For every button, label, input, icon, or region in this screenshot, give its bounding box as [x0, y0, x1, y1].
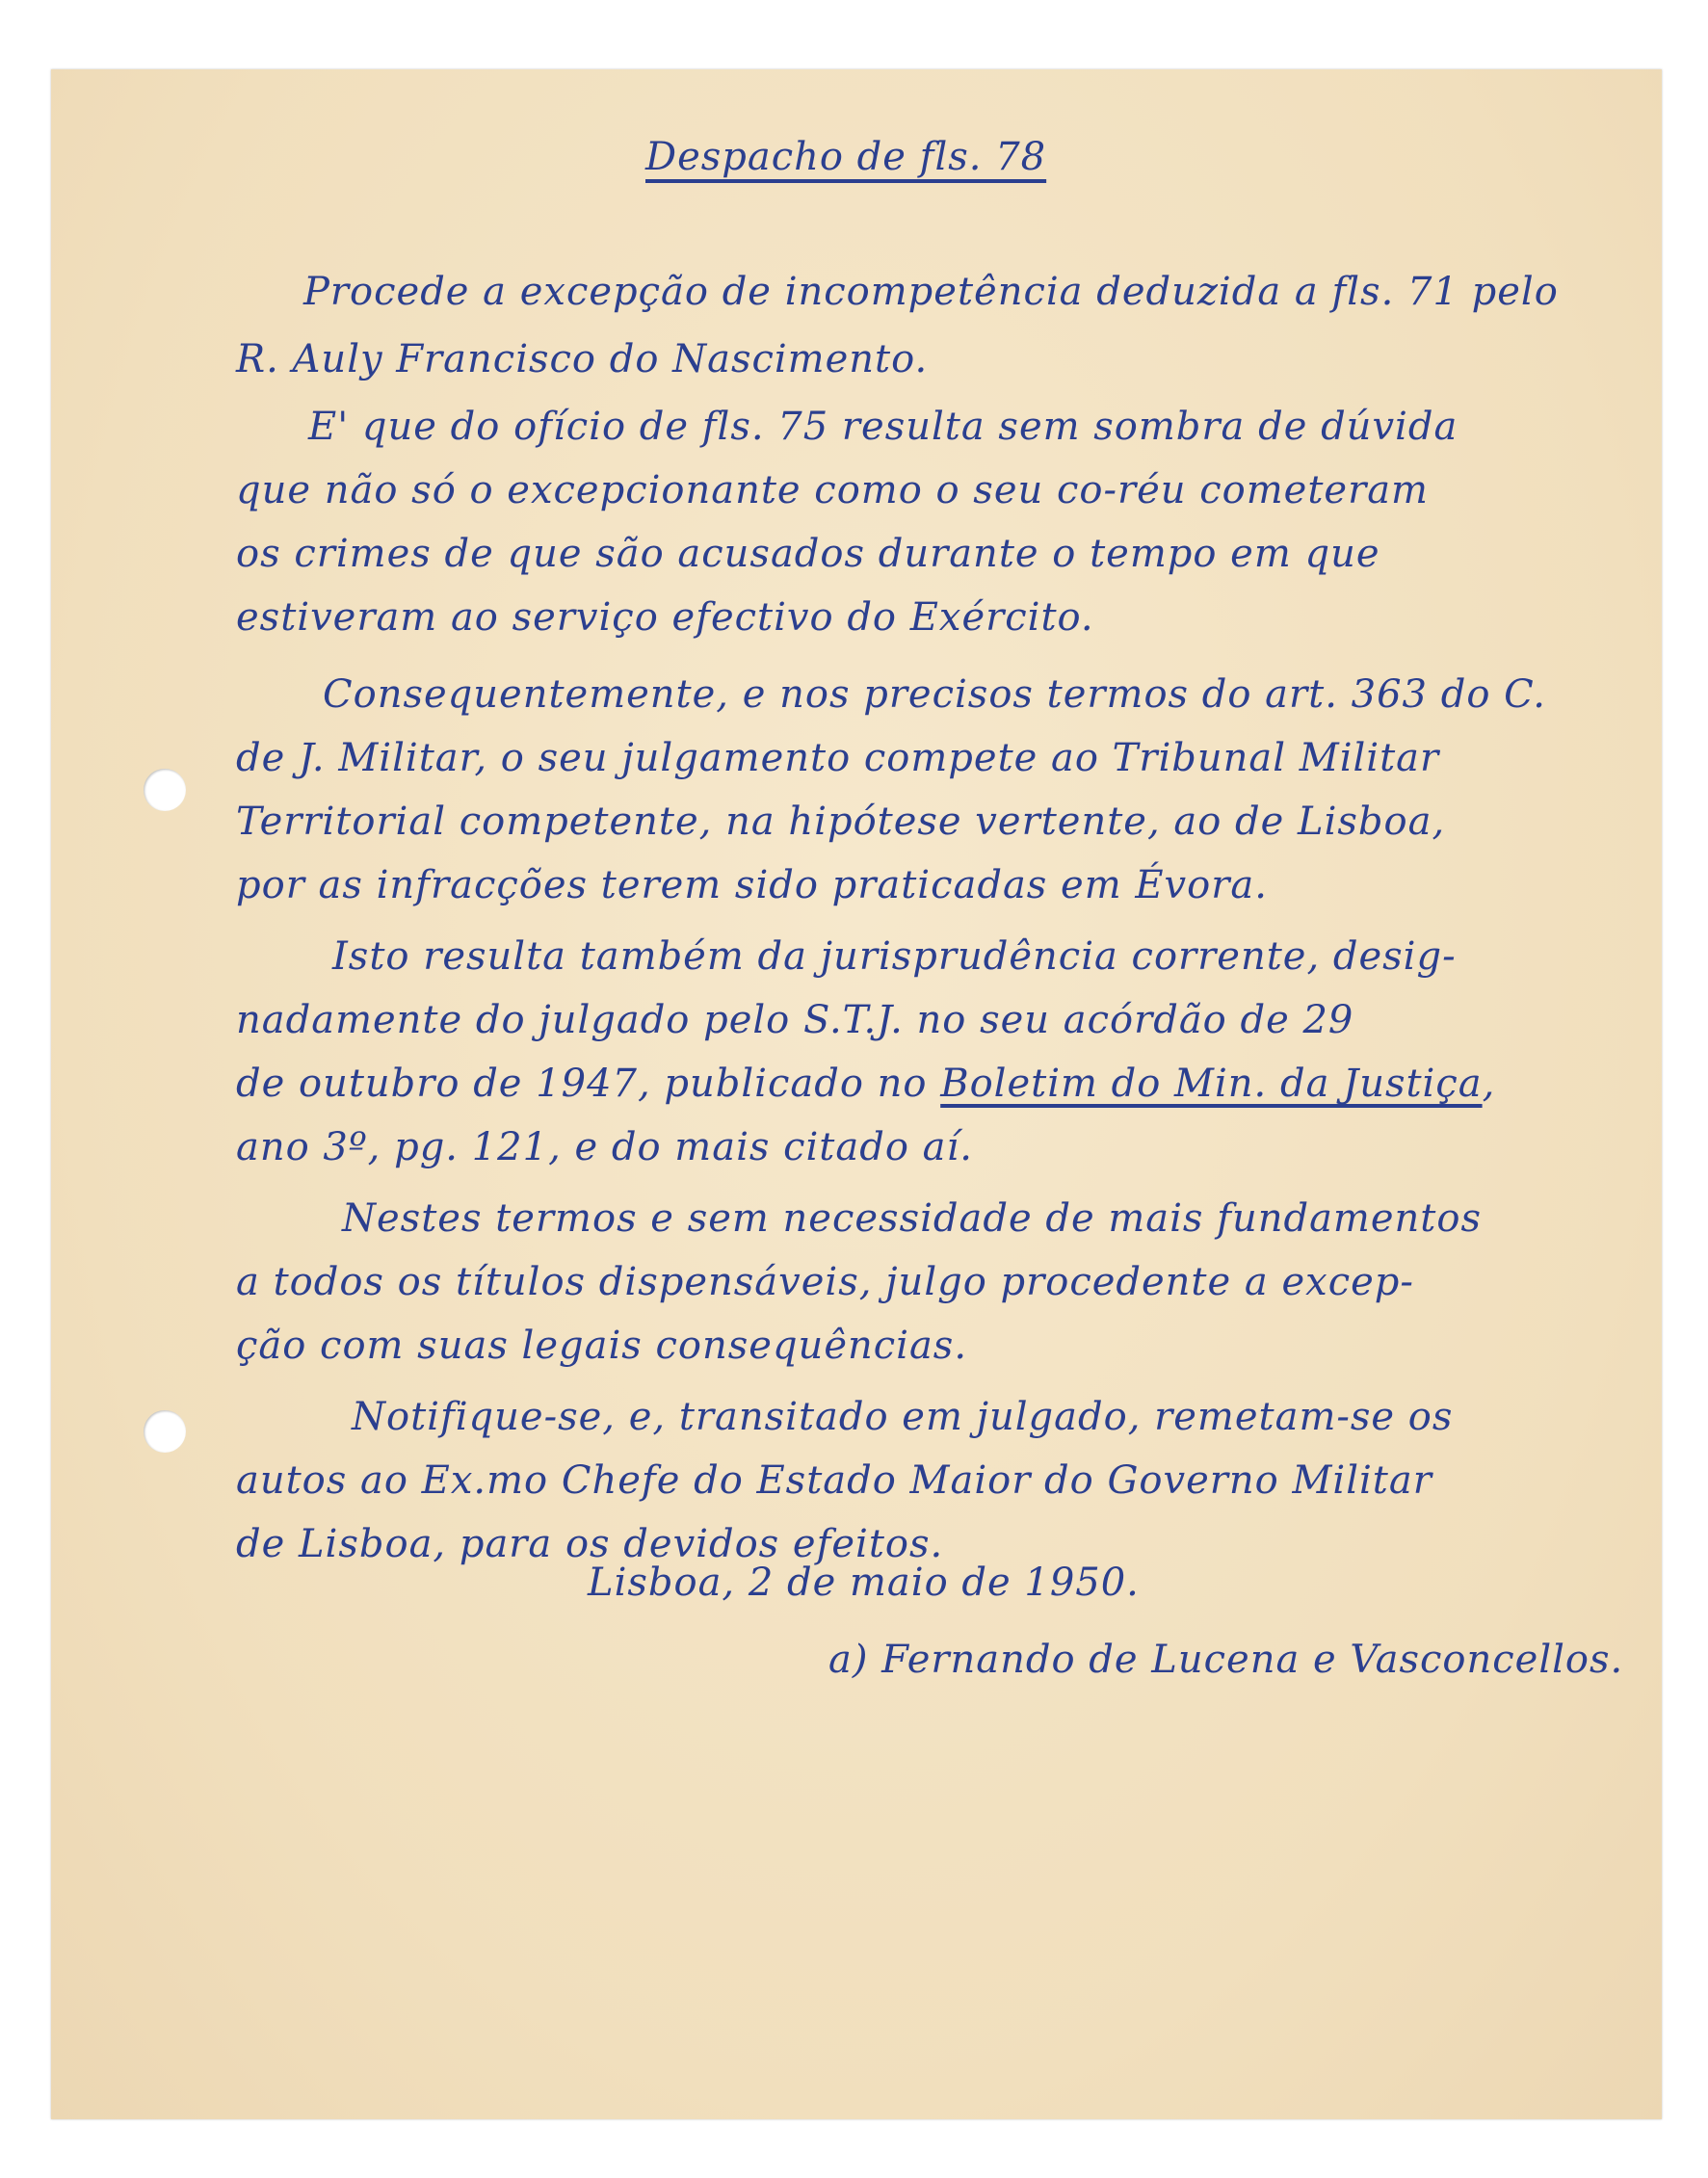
body-line: E' que do ofício de fls. 75 resulta sem sombra de dúvida	[308, 405, 1458, 449]
body-line: Procede a excepção de incompetência deduzida a fls. 71 pelo	[303, 270, 1559, 314]
body-line: Territorial competente, na hipótese vertente, ao de Lisboa,	[236, 800, 1446, 844]
place-date: Lisboa, 2 de maio de 1950.	[588, 1561, 1140, 1605]
body-line-text: de outubro de 1947, publicado no	[236, 1062, 941, 1106]
body-line: por as infracções terem sido praticadas em Évora.	[236, 863, 1268, 907]
body-line: Notifique-se, e, transitado em julgado, remetam-se os	[352, 1395, 1454, 1439]
punch-hole-top	[144, 769, 186, 811]
body-line-punctuation: ,	[1482, 1062, 1496, 1106]
body-line: autos ao Ex.mo Chefe do Estado Maior do Governo Militar	[236, 1458, 1432, 1503]
punch-hole-bottom	[144, 1410, 186, 1453]
signature: a) Fernando de Lucena e Vasconcellos.	[828, 1638, 1624, 1682]
body-line-with-citation	[236, 1062, 1495, 1106]
body-line: de J. Militar, o seu julgamento compete ao Tribunal Militar	[236, 736, 1440, 780]
body-line: R. Auly Francisco do Nascimento.	[236, 337, 929, 381]
body-line: ano 3º, pg. 121, e do mais citado aí.	[236, 1125, 973, 1169]
body-line: de Lisboa, para os devidos efeitos.	[236, 1522, 944, 1566]
body-line: Consequentemente, e nos precisos termos do art. 363 do C.	[323, 672, 1547, 717]
body-line: Isto resulta também da jurisprudência corrente, desig-	[332, 934, 1457, 979]
body-line: nadamente do julgado pelo S.T.J. no seu acórdão de 29	[236, 998, 1354, 1042]
body-line: estiveram ao serviço efectivo do Exército.	[236, 595, 1094, 640]
document-title: Despacho de fls. 78	[645, 135, 1047, 179]
cited-publication-title: Boletim do Min. da Justiça	[940, 1062, 1483, 1106]
body-line: ção com suas legais consequências.	[236, 1324, 968, 1368]
body-line: Nestes termos e sem necessidade de mais fundamentos	[342, 1196, 1482, 1241]
body-line: os crimes de que são acusados durante o tempo em que	[236, 532, 1380, 576]
body-line: a todos os títulos dispensáveis, julgo procedente a excep-	[236, 1260, 1414, 1304]
body-line: que não só o excepcionante como o seu co-réu cometeram	[236, 468, 1429, 512]
